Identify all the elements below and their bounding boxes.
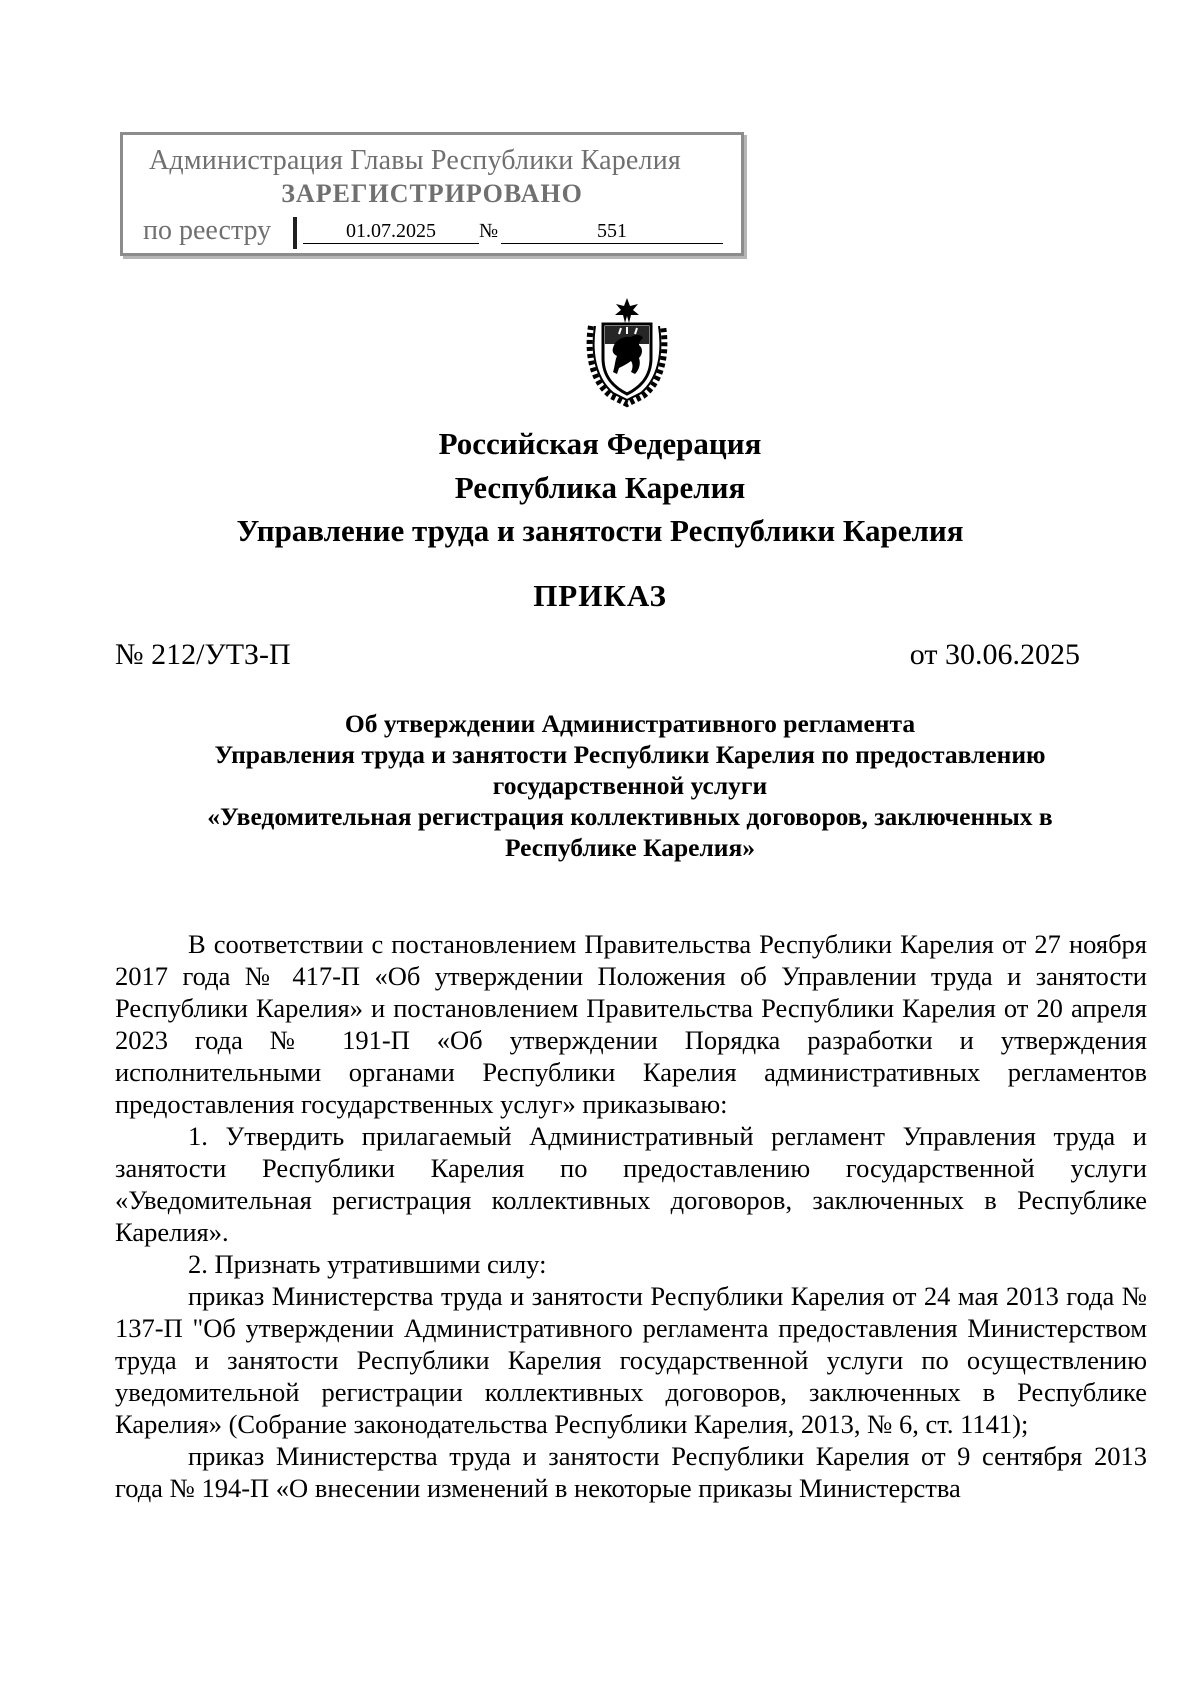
- coat-of-arms-icon: [583, 296, 671, 408]
- order-date: от 30.06.2025: [909, 638, 1080, 671]
- stamp-registry-label: по реестру: [143, 215, 272, 246]
- star-icon: [615, 298, 639, 323]
- header-agency: Управление труда и занятости Республики Карелия: [236, 513, 964, 548]
- document-body: [115, 928, 1147, 1504]
- header-country: Российская Федерация: [438, 426, 762, 461]
- subject-line: Управления труда и занятости Республики Карелия по предоставлению: [214, 740, 1046, 769]
- body-paragraph-item-1: 1. Утвердить прилагаемый Административный регламент Управления труда и занятости Республики Карелия по предоставлению государственной услуги «Уведомительная регистрация коллективных договоров, заключенных в Республике Карелия».: [115, 1121, 1147, 1247]
- subject-line: Об утверждении Административного регламента: [344, 709, 916, 738]
- subject-line: Республике Карелия»: [504, 833, 756, 862]
- order-subject: [0, 708, 1200, 863]
- order-number: № 212/УТЗ-П: [115, 638, 291, 671]
- stamp-authority: Администрация Главы Республики Карелия: [149, 145, 681, 176]
- stamp-number: 551: [501, 219, 723, 244]
- registration-stamp: [120, 132, 744, 256]
- body-paragraph-preamble: В соответствии с постановлением Правительства Республики Карелия от 27 ноября 2017 года № 417-П «Об утверждении Положения об Управлении труда и занятости Республики Карелия» и постановлением Правительства Республики Карелия от 20 апреля 2023 года № 191-П «Об утверждении Порядка разработки и утверждения исполнительными органами Республики Карелия административных регламентов предоставления государственных услуг» приказываю:: [115, 929, 1147, 1119]
- body-paragraph-repealed-order-2: приказ Министерства труда и занятости Республики Карелия от 9 сентября 2013 года № 194-П «О внесении изменений в некоторые приказы Министерства: [115, 1441, 1147, 1503]
- body-paragraph-repealed-order-1: приказ Министерства труда и занятости Республики Карелия от 24 мая 2013 года № 137-П "Об утверждении Административного регламента предоставления Министерством труда и занятости Республики Карелия государственной услуги по осуществлению уведомительной регистрации коллективных договоров, заключенных в Республике Карелия» (Собрание законодательства Республики Карелия, 2013, № 6, ст. 1141);: [115, 1281, 1147, 1439]
- body-paragraph-item-2: 2. Признать утратившими силу:: [188, 1249, 547, 1279]
- subject-line: государственной услуги: [492, 771, 768, 800]
- stamp-date: 01.07.2025: [303, 219, 479, 244]
- subject-line: «Уведомительная регистрация коллективных договоров, заключенных в: [207, 802, 1053, 831]
- stamp-number-label: №: [479, 220, 499, 242]
- document-type: ПРИКАЗ: [533, 578, 667, 613]
- header-republic: Республика Карелия: [454, 470, 746, 505]
- stamp-status: ЗАРЕГИСТРИРОВАНО: [281, 179, 583, 208]
- stamp-divider: [293, 217, 297, 249]
